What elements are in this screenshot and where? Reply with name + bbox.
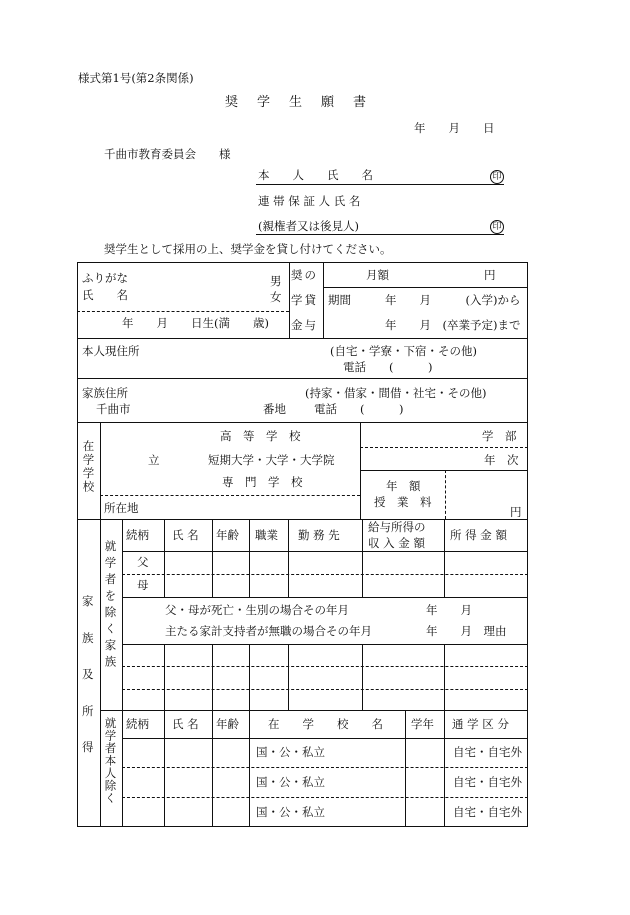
current-address-label: 本人現住所 (82, 344, 140, 358)
school-ritsu: 立 (148, 453, 160, 467)
family-label-3: 及 (82, 667, 94, 681)
form-title: 奨 学 生 願 書 (225, 95, 370, 110)
faculty-label: 学 部 (482, 429, 517, 443)
col-workplace: 勤 務 先 (298, 528, 340, 542)
school-high[interactable]: 高 等 学 校 (220, 429, 301, 443)
current-address-types[interactable]: (自宅・学寮・下宿・その他) (330, 344, 477, 358)
col-salary-2: 収 入 金 額 (368, 536, 425, 550)
note-unemployed-date[interactable]: 年 月 理由 (426, 624, 507, 638)
row-father: 父 (137, 555, 149, 569)
family-label-2: 族 (82, 631, 94, 645)
note-parent-death-date[interactable]: 年 月 (426, 603, 472, 617)
stud-col-grade: 学年 (411, 717, 434, 731)
col-income: 所 得 金 額 (450, 528, 507, 542)
stud-row2-school-type[interactable]: 国・公・私立 (256, 775, 325, 789)
family-label-5: 得 (82, 740, 94, 754)
col-salary-1: 給与所得の (368, 520, 426, 534)
col-name: 氏 名 (172, 528, 199, 542)
birth-date[interactable]: 年 月 日生(満 歳) (122, 316, 269, 330)
guarantor-name-label: 連 帯 保 証 人 氏 名 (258, 194, 361, 208)
family-label-1: 家 (82, 594, 94, 608)
date-field[interactable]: 年 月 日 (414, 121, 495, 135)
students-label: 就学者本人除く (103, 717, 118, 805)
monthly-amount-label: 月額 (366, 268, 389, 282)
tuition-label: 授 業 料 (374, 495, 432, 509)
family-city: 千曲市 (96, 402, 131, 416)
note-unemployed: 主たる家計支持者が無職の場合その年月 (165, 624, 372, 638)
stud-row3-commute[interactable]: 自宅・自宅外 (453, 805, 522, 819)
annual-label: 年 額 (386, 479, 421, 493)
loan-label-3: 金与 (291, 318, 318, 332)
form-number: 様式第1号(第2条関係) (78, 71, 194, 85)
guarantor-name-line[interactable] (256, 234, 504, 235)
request-sentence: 奨学生として採用の上、奨学金を貸し付けてください。 (104, 242, 392, 256)
stud-col-relation: 続柄 (126, 717, 149, 731)
family-label-4: 所 (82, 704, 94, 718)
family-address-types[interactable]: (持家・借家・間借・社宅・その他) (305, 386, 487, 400)
tuition-yen: 円 (510, 505, 522, 519)
family-address-label: 家族住所 (82, 386, 128, 400)
family-banchi: 番地 (263, 402, 286, 416)
school-univ[interactable]: 短期大学・大学・大学院 (208, 453, 335, 467)
family-phone[interactable]: 電話 ( ) (314, 402, 404, 416)
loan-label-2: 学貸 (291, 293, 318, 307)
grade-label: 年 次 (484, 453, 519, 467)
stud-row1-school-type[interactable]: 国・公・私立 (256, 745, 325, 759)
addressee: 千曲市教育委員会 様 (104, 147, 231, 161)
furigana-label: ふりがな (82, 271, 128, 285)
guarantor-note: (親権者又は後見人) (258, 219, 359, 233)
col-relation: 続柄 (126, 528, 149, 542)
stud-col-age: 年齢 (216, 717, 239, 731)
name-label: 氏 名 (82, 288, 128, 302)
row-mother: 母 (137, 578, 149, 592)
school-label: 在学学校 (81, 440, 96, 494)
period-label: 期間 (328, 293, 351, 307)
excl-students-label: 就学者を除く家族 (103, 540, 118, 672)
note-parent-death: 父・母が死亡・生別の場合その年月 (165, 603, 349, 617)
period-to[interactable]: 年 月 (卒業予定)まで (385, 318, 521, 332)
period-from[interactable]: 年 月 (入学)から (385, 293, 521, 307)
applicant-name-label: 本 人 氏 名 (258, 168, 373, 182)
stud-col-commute: 通 学 区 分 (452, 717, 509, 731)
stud-col-school: 在 学 校 名 (268, 717, 383, 731)
school-location-label: 所在地 (104, 501, 139, 515)
sex-male[interactable]: 男 (270, 274, 282, 288)
stud-col-name: 氏 名 (172, 717, 199, 731)
stud-row3-school-type[interactable]: 国・公・私立 (256, 805, 325, 819)
stud-row1-commute[interactable]: 自宅・自宅外 (453, 745, 522, 759)
col-occupation: 職業 (255, 528, 278, 542)
current-phone[interactable]: 電話 ( ) (343, 360, 433, 374)
applicant-seal: 印 (490, 170, 504, 184)
sex-female[interactable]: 女 (270, 290, 282, 304)
guarantor-seal: 印 (490, 220, 504, 234)
col-age: 年齢 (216, 528, 239, 542)
loan-label-1: 奨の (291, 268, 318, 282)
applicant-name-line[interactable] (256, 184, 504, 185)
monthly-yen: 円 (484, 268, 496, 282)
stud-row2-commute[interactable]: 自宅・自宅外 (453, 775, 522, 789)
school-senmon[interactable]: 専 門 学 校 (222, 475, 303, 489)
